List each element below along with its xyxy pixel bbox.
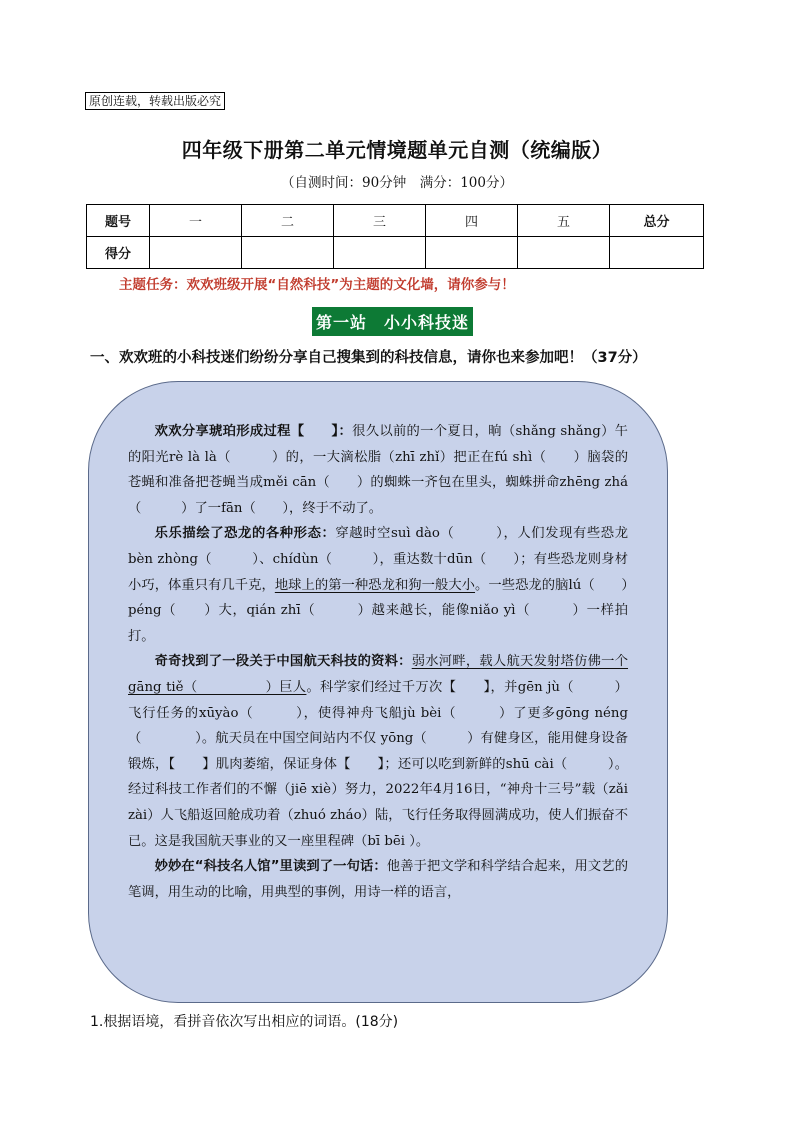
table-score-label: 得分 [87,237,150,269]
copyright-notice: 原创连载，转载出版必究 [85,92,225,110]
table-header-label: 题号 [87,205,150,237]
passage-text [128,419,628,905]
table-header-cell: 二 [242,205,334,237]
paragraph-body: 。科学家们经过千万次【 】，并gēn jù（ ）飞行任务的xūyào（ ），使得神舟飞船jù bèi（ ）了更多gōng néng（ ）。航天员在中国空间站内不仅 yōng（ ）有健身区，能用健身设备锻炼，【 】肌肉萎缩，保证身体【 】；还可以吃到新鲜的shū cài（ ）。经过科技工作者们的不懈（jiē xiè）努力，2022年4月16日，“神舟十三号”载（zǎi zài）人飞船返回舱成功着（zhuó zháo）陆，飞行任务取得圆满成功，使人们振奋不已。这是我国航天事业的又一座里程碑（bī bēi ）。 [128,679,628,849]
paragraph-body: 很久以前的一个夏日，晌（shǎng shǎng）午的阳光rè là là（ ）的，一大滴松脂（zhī zhǐ）把正在fú shì（ ）脑袋的苍蝇和准备把苍蝇当成měi cān（ ）的蜘蛛一齐包在里头，蜘蛛拼命zhēng zhá（ ）了一fān（ ），终于不动了。 [128,424,628,516]
paragraph-body: 穿越时空suì dào（ ），人们发现有些恐龙bèn zhòng（ ）、chídùn（ ），重达数十dūn（ ）；有些恐龙则身材小巧，体重只有几千克， [128,526,628,593]
passage-paragraph [128,419,628,521]
passage-paragraph [128,854,628,905]
table-header-cell: 三 [334,205,426,237]
paragraph-lead: 乐乐描绘了恐龙的各种形态： [154,526,336,542]
score-cell[interactable] [150,237,242,269]
score-cell[interactable] [334,237,426,269]
score-cell[interactable] [242,237,334,269]
table-header-cell: 总分 [610,205,704,237]
paragraph-lead: 奇奇找到了一段关于中国航天科技的资料： [154,654,412,670]
table-header-cell: 一 [150,205,242,237]
theme-task: 主题任务：欢欢班级开展“自然科技”为主题的文化墙，请你参与！ [119,277,515,293]
paragraph-lead: 妙妙在“科技名人馆”里读到了一句话： [154,859,387,875]
score-table [86,204,704,269]
paragraph-lead: 欢欢分享琥珀形成过程【 】： [154,424,353,439]
underlined-sentence: 地球上的第一种恐龙和狗一般大小 [274,577,476,593]
score-cell[interactable] [518,237,610,269]
paragraph-body: 。一些恐龙的脑lú（ ）péng（ ）大，qián zhī（ ）越来越长，能像niǎo yì（ ）一样拍打。 [128,577,629,644]
question-one: 1.根据语境，看拼音依次写出相应的词语。(18分) [90,1014,399,1030]
station-banner: 第一站 小小科技迷 [312,307,473,336]
score-table-header-row [87,205,704,237]
score-cell[interactable] [610,237,704,269]
paragraph-body: 他善于把文学和科学结合起来，用文艺的笔调，用生动的比喻，用典型的事例，用诗一样的语言， [128,859,628,900]
table-header-cell: 五 [518,205,610,237]
passage-paragraph [128,521,628,649]
section-heading: 一、欢欢班的小科技迷们纷纷分享自己搜集到的科技信息，请你也来参加吧！（37分） [90,350,647,366]
page-title: 四年级下册第二单元情境题单元自测（统编版） [181,138,613,162]
score-table-score-row [87,237,704,269]
passage-paragraph [128,649,628,854]
table-header-cell: 四 [426,205,518,237]
score-cell[interactable] [426,237,518,269]
page-subtitle: （自测时间：90分钟 满分：100分） [281,175,513,191]
underlined-sentence: 弱水河畔，载人航天发射塔仿佛一个gāng tiě（ ）巨人 [128,654,629,695]
